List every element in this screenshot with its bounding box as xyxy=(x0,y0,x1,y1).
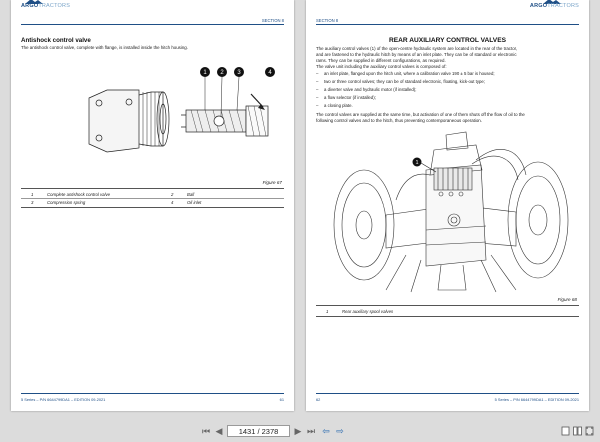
paragraph-line: The control valves are supplied at the same time, but activation of one of them shuts off the flow of oil to the xyxy=(316,112,525,117)
svg-text:1: 1 xyxy=(415,160,419,166)
header-divider xyxy=(316,24,579,25)
first-page-icon[interactable]: ⏮ xyxy=(201,426,211,436)
footer-page-number: 62 xyxy=(316,397,321,402)
last-page-icon[interactable]: ⏭ xyxy=(306,426,316,436)
caption-bottom-rule xyxy=(316,316,579,317)
section-title: REAR AUXILIARY CONTROL VALVES xyxy=(389,37,506,44)
caption-text: Ball xyxy=(187,192,195,197)
two-page-icon[interactable] xyxy=(573,426,582,436)
document-page-left xyxy=(11,0,294,411)
brand-logo: ARGOTRACTORS xyxy=(529,3,579,9)
valve-diagram xyxy=(81,60,281,172)
paragraph-line: rams. They can be supplied in different configurations, as required. xyxy=(316,58,446,63)
caption-num: 1 xyxy=(31,192,34,197)
callout-4 xyxy=(265,67,275,77)
paragraph-line: The auxiliary control valves (1) of the open-centre hydraulic system are located in the rear of the tractor, xyxy=(316,46,518,51)
page-number-input[interactable]: 1431 / 2378 xyxy=(227,425,290,437)
caption-top-rule xyxy=(316,305,579,306)
caption-num: 2 xyxy=(171,192,174,197)
footer-edition: 5 Series – P/N 6644799DA1 – EDITION 09-2021 xyxy=(21,397,106,402)
section-label: SECTION 8 xyxy=(316,18,339,23)
footer-divider xyxy=(21,393,284,394)
section-label: SECTION 8 xyxy=(261,18,284,23)
svg-text:3: 3 xyxy=(237,70,241,76)
header-divider xyxy=(21,24,284,25)
callout-1 xyxy=(200,67,210,110)
paragraph-line: and are fastened to the hydraulic hitch by means of an inlet plate. They can be of standard or electronic xyxy=(316,52,517,57)
figure-label: Figure 68 xyxy=(557,297,577,302)
caption-num: 1 xyxy=(326,309,329,314)
footer-edition: 5 Series – P/N 6644799DA1 – EDITION 09-2021 xyxy=(494,397,579,402)
caption-row-divider xyxy=(21,198,284,199)
svg-text:4: 4 xyxy=(268,70,272,76)
back-icon[interactable]: ⇦ xyxy=(322,426,330,436)
next-page-icon[interactable]: ▶ xyxy=(294,426,302,436)
brand-logo: ARGOTRACTORS xyxy=(21,3,71,9)
caption-text: Complete antishock control valve xyxy=(47,192,111,197)
previous-page-icon[interactable]: ◀ xyxy=(215,426,223,436)
footer-divider xyxy=(316,393,579,394)
figure-label: Figure 67 xyxy=(262,180,282,185)
caption-num: 4 xyxy=(171,200,174,205)
paragraph-line: following control valves and to the hitch, thus preventing contemporaneous operation. xyxy=(316,118,482,123)
svg-text:1: 1 xyxy=(203,70,207,76)
forward-icon[interactable]: ⇨ xyxy=(336,426,344,436)
section-title: Antishock control valve xyxy=(21,37,91,44)
tractor-rear-illustration xyxy=(326,130,576,295)
document-page-right: SECTION 8 ARGOTRACTORS REAR AUXILIARY CONTROL VALVES The auxiliary control valves (1) of the open-centre hydraulic system are located in the rear of the tractor, and are fastened to the hydraulic hitch by means of an inlet plate. They can be of standard or electronic rams. They can be supplied in different configurations, as required. The valve unit including the auxiliary control valves is composed of: – an inlet plate, flanged upon the hitch unit, where a calibration valve 190 ± 5 bar is housed; – two or three control valves; they can be of standard electronic, floating, kick-out type; – a diverter valve and hydraulic motor (if installed); – a flow selector (if installed); – a closing plate. The control valves are supplied at the same time, but activation of one of them shuts off the flow of oil to the following control valves and to the hitch, thus preventing contemporaneous operation. 1 Figure 68 1 Rear auxiliary spool valves 62 5 Series – P/N 6644799DA1 – EDITION 09-2021 xyxy=(306,0,589,411)
caption-text: Oil inlet xyxy=(187,200,202,205)
fullscreen-icon[interactable] xyxy=(585,426,594,436)
viewer-toolbar xyxy=(0,421,600,442)
caption-top-rule xyxy=(21,188,284,189)
single-page-icon[interactable] xyxy=(561,426,570,436)
caption-text: Compression spring xyxy=(47,200,86,205)
callout-3 xyxy=(234,67,244,110)
caption-text: Rear auxiliary spool valves xyxy=(342,309,394,314)
paragraph-line: The valve unit including the auxiliary control valves is composed of: xyxy=(316,64,447,69)
caption-bottom-rule xyxy=(21,207,284,208)
intro-paragraph: The antishock control valve, complete with flange, is installed inside the hitch housing. xyxy=(21,45,188,50)
footer-page-number: 61 xyxy=(279,397,284,402)
callout-2 xyxy=(217,67,227,116)
svg-text:2: 2 xyxy=(220,70,224,76)
caption-num: 3 xyxy=(31,200,34,205)
